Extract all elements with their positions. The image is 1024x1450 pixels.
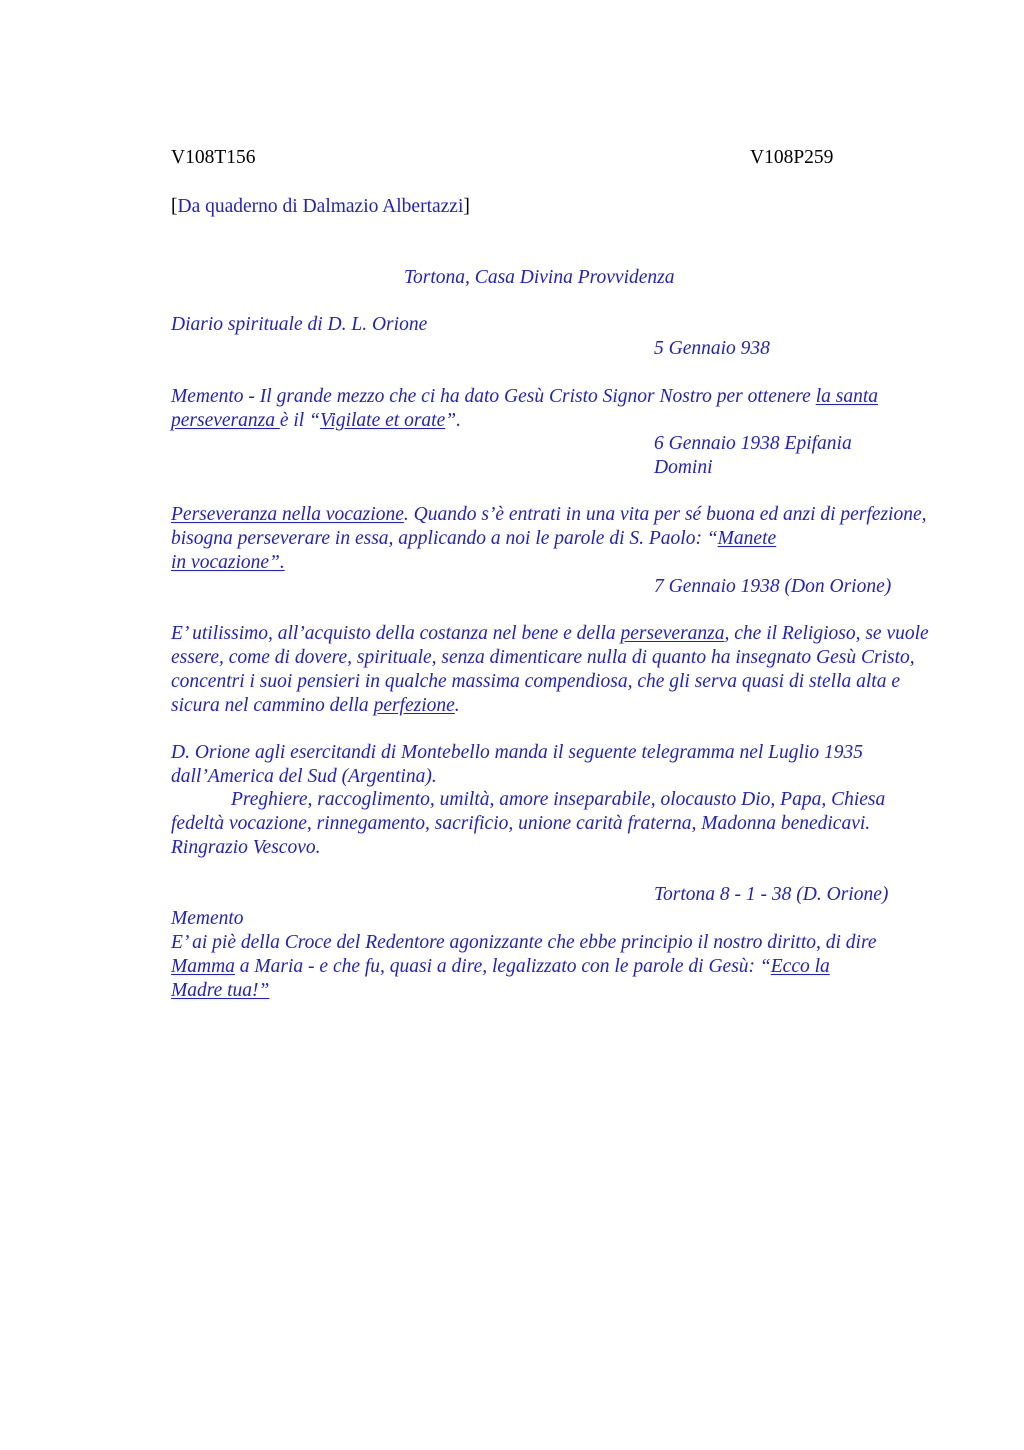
entry-underlined-text: Vigilate et orate xyxy=(319,410,446,431)
entry-underlined-text: perseveranza xyxy=(171,410,280,431)
entry-text: . Quando s’è entrati in una vita per sé buona ed anzi di perfezione, bisogna perseverare in essa, applicando a noi le parole di S. Paolo: “ xyxy=(171,504,927,549)
entry-text: è il “ xyxy=(279,410,320,431)
telegram-intro: D. Orione agli esercitandi di Montebello manda il seguente telegramma nel Luglio 1935 dall’America del Sud (Argentina). xyxy=(171,742,863,787)
entry-date-line: 6 Gennaio 1938 Epifania xyxy=(654,433,852,454)
doc-code-left: V108T156 xyxy=(171,147,256,168)
entry-text: ”. xyxy=(445,410,461,431)
entry-underlined-text: la santa xyxy=(815,386,878,407)
entry-paragraph xyxy=(171,503,931,575)
entry-underlined-text: perfezione xyxy=(373,695,455,716)
entry-text: . xyxy=(454,695,460,716)
bracket-open: [ xyxy=(171,196,178,217)
entry-underlined-text: Ecco la xyxy=(770,956,830,977)
entry-text: Memento - Il grande mezzo che ci ha dato Gesù Cristo Signor Nostro per ottenere xyxy=(171,386,816,407)
entry-date: 5 Gennaio 938 xyxy=(654,338,770,359)
doc-code-right: V108P259 xyxy=(750,147,834,168)
entry-date: Tortona 8 - 1 - 38 (D. Orione) xyxy=(654,884,889,905)
bracket-close: ] xyxy=(463,196,470,217)
entry-paragraph xyxy=(171,385,931,433)
entry-underlined-text: Perseveranza nella vocazione xyxy=(171,504,404,525)
entry-date: 7 Gennaio 1938 (Don Orione) xyxy=(654,576,892,597)
source-text: Da quaderno di Dalmazio Albertazzi xyxy=(177,196,464,217)
entry-underlined-text: in vocazione”. xyxy=(171,552,285,573)
entry-paragraph xyxy=(171,622,931,718)
entry-date xyxy=(654,432,924,480)
entry-underlined-text: Mamma xyxy=(171,956,235,977)
entry-text: a Maria - e che fu, quasi a dire, legalizzato con le parole di Gesù: “ xyxy=(234,956,771,977)
diary-title: Diario spirituale di D. L. Orione xyxy=(171,314,428,335)
entry-underlined-text: Madre tua!” xyxy=(171,980,270,1001)
entry-text: , che il Religioso, se vuole essere, come di dovere, spirituale, senza dimenticare nulla di quanto ha insegnato Gesù Cristo, concentri i suoi pensieri in qualche massima compendiosa, che gli serva quasi di stella alta e sicura nel cammino della xyxy=(171,623,929,716)
entry-paragraph xyxy=(171,931,941,1003)
source-note xyxy=(171,195,470,219)
entry-text: E’ utilissimo, all’acquisto della costanza nel bene e della xyxy=(171,623,621,644)
entry-date-line: Domini xyxy=(654,457,713,478)
entry-underlined-text: Manete xyxy=(717,528,777,549)
telegram-text: Preghiere, raccoglimento, umiltà, amore inseparabile, olocausto Dio, Papa, Chiesa fedeltà vocazione, rinnegamento, sacrificio, unione carità fraterna, Madonna benedicavi. Ringrazio Vescovo. xyxy=(171,789,886,858)
place-heading: Tortona, Casa Divina Provvidenza xyxy=(404,267,675,288)
entry-underlined-text: perseveranza xyxy=(620,623,725,644)
entry-text: E’ ai piè della Croce del Redentore agonizzante che ebbe principio il nostro diritto, di dire xyxy=(171,932,877,953)
memento-label: Memento xyxy=(171,908,244,929)
